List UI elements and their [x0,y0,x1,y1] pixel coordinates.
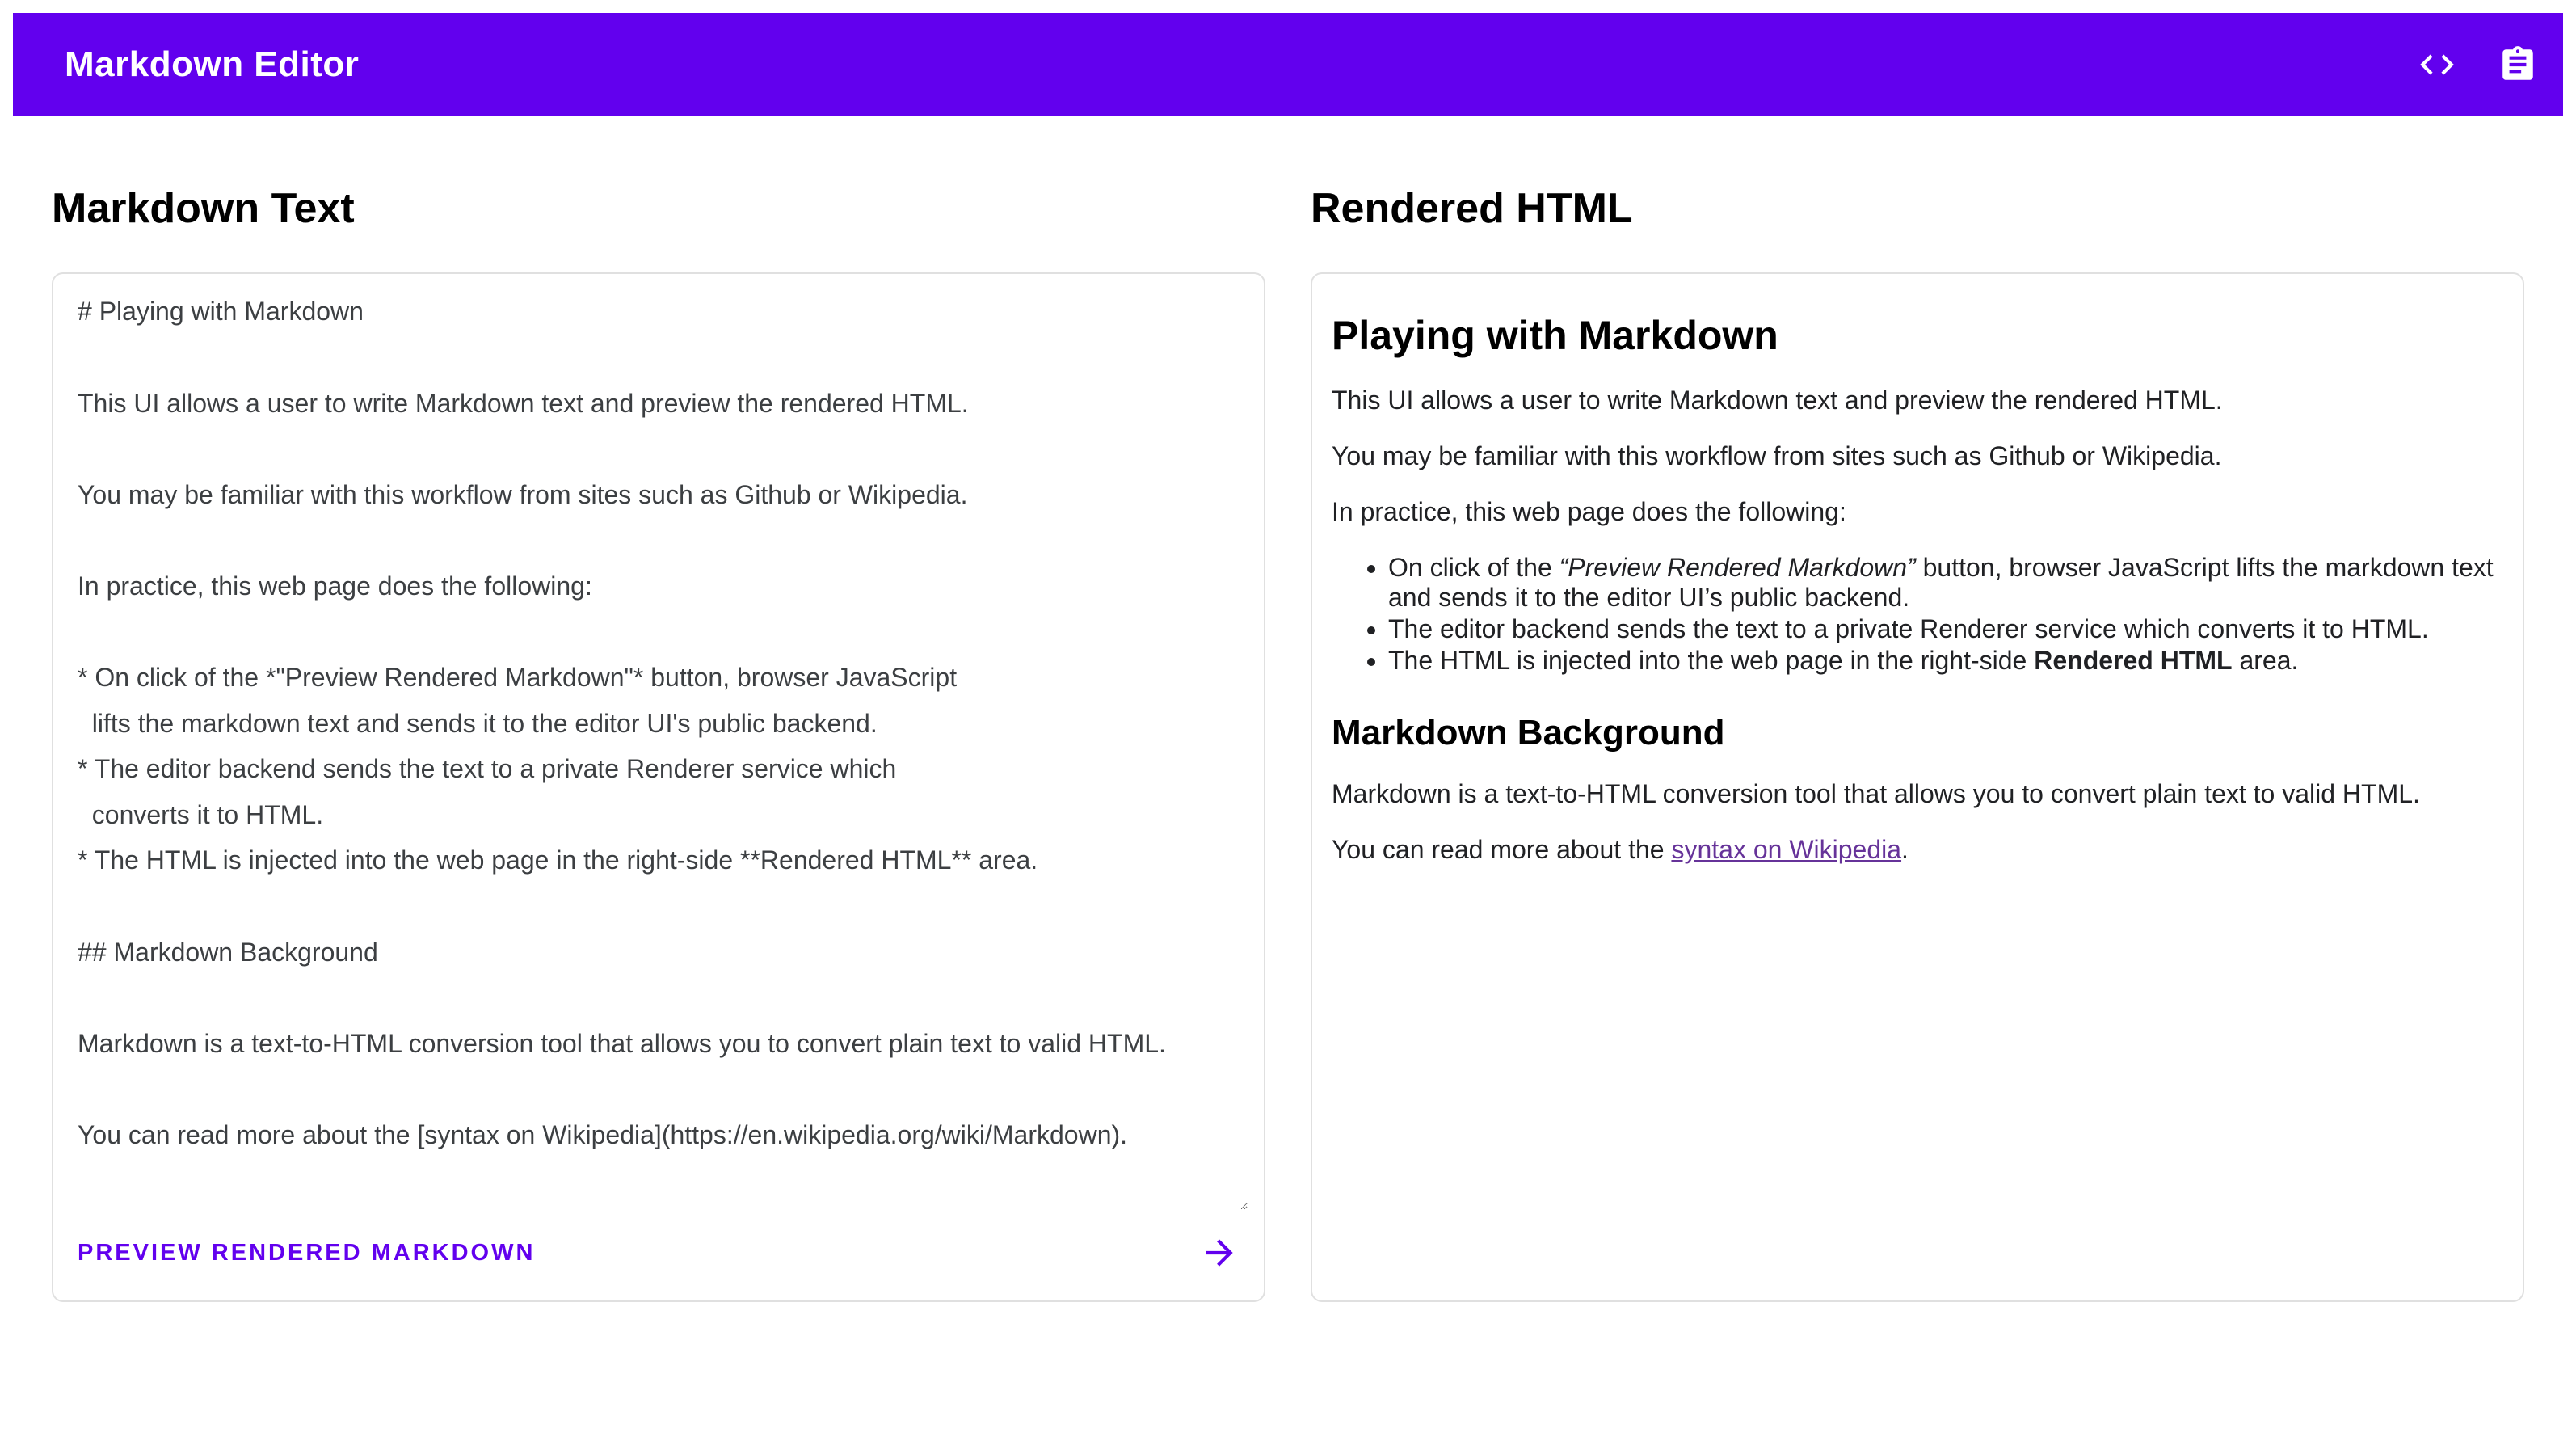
app-bar-actions [2414,42,2540,87]
rendered-paragraph: This UI allows a user to write Markdown text and preview the rendered HTML. [1332,385,2223,415]
italic-text: “Preview Rendered Markdown” [1559,552,1916,582]
list-item: • On click of the “Preview Rendered Markdown” button, browser JavaScript lifts the markdown text and sends it to the editor UI’s public backend. [1388,553,2502,613]
list-item: • The editor backend sends the text to a private Renderer service which converts it to HTML. [1388,614,2502,644]
arrow-forward-icon-glyph [1199,1233,1240,1273]
bold-text: Rendered HTML [2034,645,2233,675]
rendered-paragraph: You may be familiar with this workflow from sites such as Github or Wikipedia. [1332,441,2222,470]
code-icon[interactable] [2414,42,2460,87]
rendered-paragraph: Markdown is a text-to-HTML conversion tool that allows you to convert plain text to valid HTML. [1332,779,2420,809]
code-icon-glyph [2417,44,2457,85]
editor-card-actions [53,1210,1264,1300]
assignment-clipboard-icon[interactable] [2495,42,2540,87]
app-title: Markdown Editor [65,44,360,84]
list-item: • The HTML is injected into the web page in the right-side Rendered HTML area. [1388,646,2502,676]
markdown-text-panel [52,116,1265,1302]
app-bar [13,13,2563,116]
rendered-paragraph: You can read more about the syntax on Wikipedia. [1332,835,1909,865]
wikipedia-link[interactable]: syntax on Wikipedia [1671,835,1902,865]
rendered-list [1332,553,2502,676]
rendered-h1: Playing with Markdown [1332,313,1778,359]
arrow-forward-icon[interactable] [1199,1233,1240,1273]
preview-rendered-markdown-button[interactable]: PREVIEW RENDERED MARKDOWN [78,1239,536,1266]
markdown-editor-card [52,272,1265,1302]
assignment-clipboard-icon-glyph [2498,44,2538,85]
rendered-html-panel [1311,116,2524,1302]
markdown-text-heading: Markdown Text [52,185,355,232]
main-content [0,116,2576,1302]
rendered-html-card [1311,272,2524,1302]
rendered-paragraph: In practice, this web page does the following: [1332,496,1846,526]
rendered-html-heading: Rendered HTML [1311,185,1633,232]
rendered-h2: Markdown Background [1332,712,1725,752]
markdown-input[interactable] [53,274,1248,1210]
